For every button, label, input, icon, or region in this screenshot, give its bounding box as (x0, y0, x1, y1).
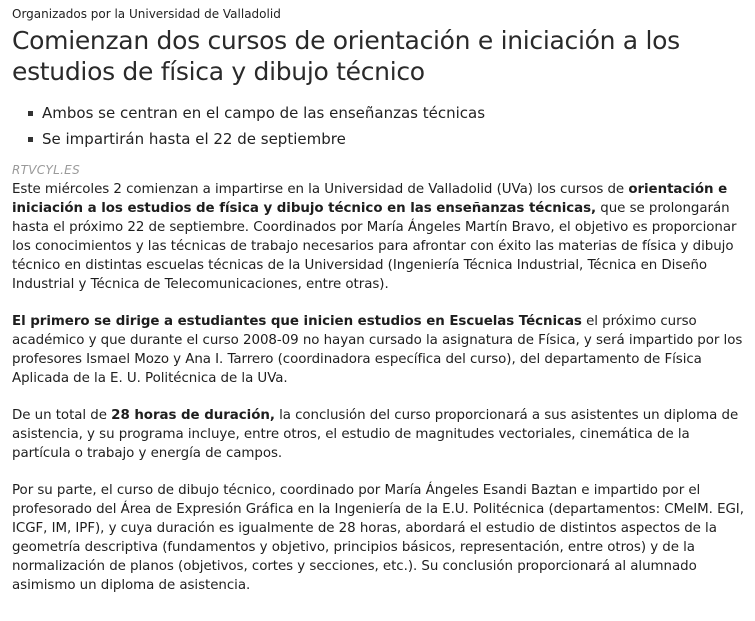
article-headline: Comienzan dos cursos de orientación e iniciación a los estudios de física y dibujo técnico (12, 26, 680, 86)
body-paragraph (12, 481, 747, 595)
body-paragraph (12, 312, 747, 388)
highlight-item (28, 100, 755, 126)
paragraph-text: Por su parte, el curso de dibujo técnico, coordinado por María Ángeles Esandi Baztan e impartido por el profesorado del Área de Expresión Gráfica en la Ingeniería de la E.U. Politécnica (departamentos: CMeIM. EGI, ICGF, IM, IPF), y cuya duración es igualmente de 28 horas, abordará el estudio de distintos aspectos de la geometría descriptiva (fundamentos y objetivo, principios básicos, representación, entre otros) y de la normalización de planos (objetivos, cortes y secciones, etc.). Su conclusión proporcionará al alumnado asimismo un diploma de asistencia. (12, 483, 744, 593)
highlight-text: Ambos se centran en el campo de las enseñanzas técnicas (42, 104, 486, 122)
body-paragraph (12, 180, 747, 294)
square-bullet-icon (28, 137, 33, 142)
square-bullet-icon (28, 111, 33, 116)
article-body (12, 180, 747, 595)
paragraph-text: el próximo curso académico y que durante el curso 2008-09 no hayan cursado la asignatura de Física, y será impartido por los profesores Ismael Mozo y Ana I. Tarrero (coordinadora específica del curso), del departamento de Física Aplicada de la E. U. Politécnica de la UVa. (12, 314, 743, 386)
body-paragraph (12, 406, 747, 463)
article-highlights (28, 100, 755, 152)
paragraph-text: que se prolongarán hasta el próximo 22 de septiembre. Coordinados por María Ángeles Martín Bravo, el objetivo es proporcionar los conocimientos y las técnicas de trabajo necesarios para afrontar con éxito las materias de física y dibujo técnico en distintas escuelas técnicas de la Universidad (Ingeniería Técnica Industrial, Técnica en Diseño Industrial y Técnica de Telecomunicaciones, entre otras). (12, 201, 737, 292)
highlight-item (28, 126, 755, 152)
paragraph-text: Este miércoles 2 comienzan a impartirse en la Universidad de Valladolid (UVa) los cursos de (12, 182, 629, 197)
paragraph-bold-text: 28 horas de duración, (111, 408, 275, 423)
article-source: RTVCYL.ES (12, 163, 80, 177)
highlight-text: Se impartirán hasta el 22 de septiembre (42, 130, 346, 148)
paragraph-bold-text: El primero se dirige a estudiantes que inicien estudios en Escuelas Técnicas (12, 314, 582, 329)
paragraph-text: De un total de (12, 408, 112, 423)
paragraph-text: la conclusión del curso proporcionará a sus asistentes un diploma de asistencia, y su programa incluye, entre otros, el estudio de magnitudes vectoriales, cinemática de la partícula o trabajo y energía de campos. (12, 408, 739, 461)
article-kicker: Organizados por la Universidad de Valladolid (12, 7, 281, 21)
paragraph-bold-text: orientación e iniciación a los estudios de física y dibujo técnico en las enseñanzas técnicas, (12, 182, 728, 216)
